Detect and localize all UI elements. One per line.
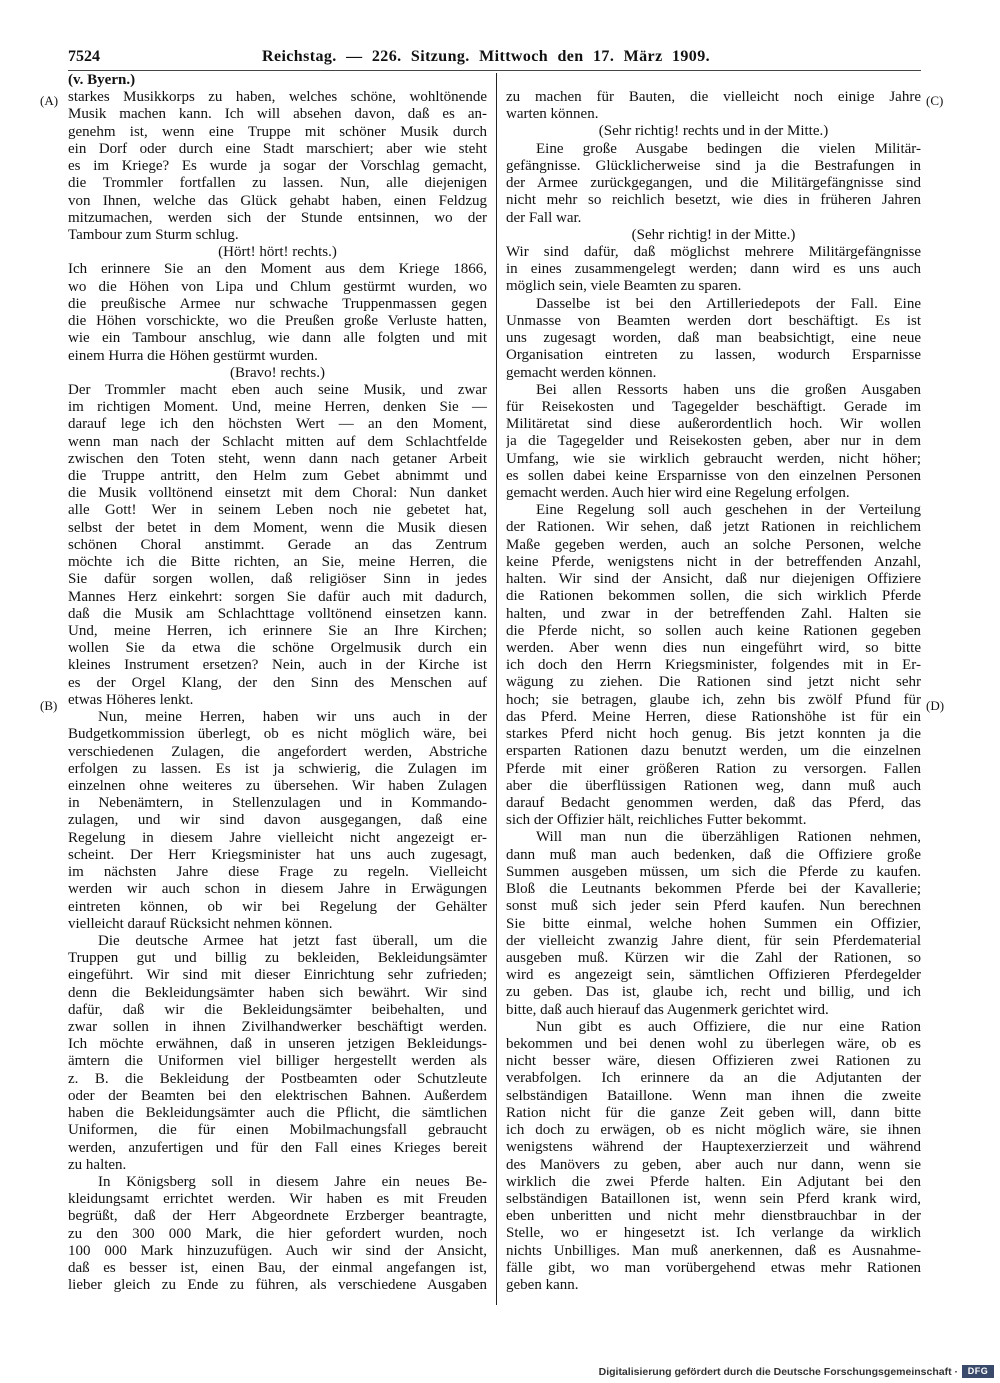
- text-line: ein Dorf oder durch eine Stadt marschiert; aber wie steht: [68, 140, 487, 157]
- text-line: haben die Bekleidungsämter auch die Pflicht, die sämtlichen: [68, 1105, 487, 1122]
- text-line: nichts Unbilliges. Man muß anerkennen, daß es Ausnahme-: [506, 1242, 921, 1259]
- paragraph: [506, 382, 921, 503]
- text-line: Organisation eintreten zu lassen, wodurch Ersparnisse: [506, 347, 921, 364]
- text-line: einzelnen ohne weiteres zu übersehen. Wir haben Zulagen: [68, 777, 487, 794]
- text-line: Wir sind dafür, daß möglichst mehrere Militärgefängnisse: [506, 243, 921, 260]
- text-line: nicht mehr so reichlich besetzt, wie dies in früheren Jahren: [506, 192, 921, 209]
- text-line: Tambour zum Sturm schlug.: [68, 226, 239, 243]
- text-line: Nun gibt es auch Offiziere, die nur eine Ration: [536, 1018, 921, 1035]
- text-line: es der Orgel Klang, der den Sinn des Menschen auf: [68, 674, 487, 691]
- text-line: vielleicht darauf Rücksicht nehmen können.: [68, 915, 333, 932]
- text-line: starkes Musikkorps zu haben, welches schöne, wohltönende: [68, 89, 487, 106]
- paragraph: [506, 141, 921, 227]
- text-line: Unmasse von Beamten werden dort beschäftigt. Es ist: [506, 312, 921, 329]
- margin-marker-b: (B): [40, 698, 58, 713]
- text-line: die Musik volltönend einsetzt mit dem Choral: Nun danket: [68, 485, 487, 502]
- text-line: Budgetkommission überlegt, ob es nicht möglich wäre, bei: [68, 726, 487, 743]
- text-line: zwar sollen in ihnen Zivilhandwerker beschäftigt werden.: [68, 1019, 487, 1036]
- text-line: etwas Höheres lenkt.: [68, 691, 194, 708]
- text-line: wägung zu ziehen. Die Rationen sind jetzt nicht sehr: [506, 674, 921, 691]
- text-line: zu halten.: [68, 1156, 127, 1173]
- text-line: ausgeben muß. Kürzen wir die Zahl der Rationen, so: [506, 949, 921, 966]
- page-number: 7524: [68, 48, 100, 65]
- text-line: wirklich die zwei Pferde halten. Ein Adjutant bei den: [506, 1173, 921, 1190]
- text-line: Truppen gut und billig zu bekleiden, Bekleidungsämter: [68, 950, 487, 967]
- left-column: [68, 72, 487, 1295]
- text-line: in eines zusammengelegt werden; dann wird es uns auch: [506, 261, 921, 278]
- text-line: gefängnisse. Glücklicherweise sind ja die Bestrafungen in: [506, 157, 921, 174]
- text-line: die Höhen vorschickte, wo die Preußen große Verluste hatten,: [68, 313, 487, 330]
- text-line: starkes Pferd nicht hoch genug. Bis jetzt konnten ja die: [506, 726, 921, 743]
- text-line: genehm ist, wenn eine Truppe mit schöner Musik durch: [68, 123, 487, 140]
- text-line: es im Kriege? Es wurde ja sogar der Vorschlag gemacht,: [68, 158, 487, 175]
- text-line: Uniformen, die für einen Mobilmachungsfall gebraucht: [68, 1122, 487, 1139]
- paragraph: [506, 502, 921, 829]
- text-line: sonst muß sich jeder sein Pferd kaufen. Nun berechnen: [506, 898, 921, 915]
- text-line: wollen Sie da etwa die schöne Orgelmusik durch ein: [68, 640, 487, 657]
- text-line: im richtigen Moment. Und, meine Herren, denken Sie —: [68, 399, 487, 416]
- text-line: der Armee zurückgegangen, und die Militärgefängnisse sind: [506, 175, 921, 192]
- text-line: kleidungsamt errichtet werden. Wir haben es mit Freuden: [68, 1191, 487, 1208]
- text-line: fälle gibt, wo man vorübergehend etwas mehr Rationen: [506, 1259, 921, 1276]
- text-line: zwischen den Toten steht, wenn dann nach getaner Arbeit: [68, 450, 487, 467]
- text-line: werden wir auch schon in diesem Jahre in Erwägungen: [68, 881, 487, 898]
- text-line: zulagen, und wir sind davon ausgegangen, daß eine: [68, 812, 487, 829]
- text-line: gemacht werden. Auch hier wird eine Regelung erfolgen.: [506, 485, 850, 502]
- text-line: selbst der betet in dem Moment, wenn die Musik diesen: [68, 519, 487, 536]
- text-line: oder der Beamten bei den elektrischen Bahnen. Außerdem: [68, 1087, 487, 1104]
- text-line: geben kann.: [506, 1277, 579, 1294]
- text-line: der vielleicht zwanzig Jahre dient, für sein Pferdematerial: [506, 932, 921, 949]
- text-line: wird es angezeigt sein, sämtlichen Offizieren Pferdegelder: [506, 967, 921, 984]
- text-line: der Rationen. Wir sehen, daß jetzt Rationen in reichlichem: [506, 519, 921, 536]
- text-line: gemacht werden können.: [506, 364, 657, 381]
- text-line: Pferde mit einer größeren Ration zu versorgen. Fallen: [506, 760, 921, 777]
- margin-marker-c: (C): [926, 93, 944, 108]
- interjection: (Hört! hört! rechts.): [218, 244, 337, 261]
- text-line: die Rationen bekommen sollen, die sich wirklich Pferde: [506, 588, 921, 605]
- margin-marker-a: (A): [40, 93, 59, 108]
- text-line: Der Trommler macht eben auch seine Musik, und zwar: [68, 381, 487, 398]
- text-line: zu den 300 000 Mark, die hier gefordert wurden, noch: [68, 1225, 487, 1242]
- text-line: halten. Wir sind der Ansicht, daß nur diejenigen Offiziere: [506, 571, 921, 588]
- text-line: darauf lege ich den höchsten Wert — an den Moment,: [68, 416, 487, 433]
- text-line: eintreten können, ob wir bei Regelung der Gehälter: [68, 898, 487, 915]
- text-line: uns zugesagt worden, daß man beabsichtigt, eine neue: [506, 330, 921, 347]
- text-line: wenigstens während der Hauptexerzierzeit und während: [506, 1139, 921, 1156]
- text-line: eben unberitten und nicht mehr dienstbrauchbar in der: [506, 1208, 921, 1225]
- text-line: die Truppe antritt, den Helm zum Gebet abnimmt und: [68, 468, 487, 485]
- text-line: lieber gleich zu Ende zu führen, als verschiedene Ausgaben: [68, 1277, 487, 1294]
- text-line: für Reisekosten und Tagegelder beschäftigt. Gerade im: [506, 398, 921, 415]
- text-line: begrüßt, daß der Herr Abgeordnete Erzberger beantragte,: [68, 1208, 487, 1225]
- text-line: Umfang, wie sie wirklich gebraucht werden, nicht höher;: [506, 450, 921, 467]
- header-rule: [68, 70, 921, 71]
- text-line: Militäretat sind diese außerordentlich hoch. Wir wollen: [506, 416, 921, 433]
- text-line: Sie dafür sorgen wollen, daß religiöser Sinn in jedes: [68, 571, 487, 588]
- text-line: daß es besser ist, einen Bau, der einmal angefangen ist,: [68, 1260, 487, 1277]
- text-line: selbständigen Bataillone. Wenn man ihnen die zweite: [506, 1087, 921, 1104]
- text-line: keine Pferde, wenigstens nicht in der betreffenden Anzahl,: [506, 553, 921, 570]
- text-line: denn die Bekleidungsämter haben sich bewährt. Wir sind: [68, 984, 487, 1001]
- text-line: die Pferde nicht, so sollen auch keine Rationen gegeben: [506, 622, 921, 639]
- text-line: wo die Höhen von Lipa und Chlum gestürmt wurden, wo: [68, 278, 487, 295]
- text-line: erfolgen zu lassen. Es ist ja schwierig, die Zulagen im: [68, 760, 487, 777]
- paragraph: [506, 1019, 921, 1295]
- text-line: werden, anzufertigen und für den Fall eines Krieges bereit: [68, 1139, 487, 1156]
- text-line: Mannes Herz einkehrt: sorgen Sie dafür auch mit dadurch,: [68, 588, 487, 605]
- text-line: aber die überflüssigen Rationen weg, dann muß auch: [506, 777, 921, 794]
- text-line: Will man nun die überzähligen Rationen nehmen,: [536, 829, 921, 846]
- text-line: hoch; sie betragen, glaube ich, zehn bis zwölf Pfund für: [506, 691, 921, 708]
- text-line: alle Gott! Wer in seinem Leben noch nie gebetet hat,: [68, 502, 487, 519]
- text-line: von Ihnen, welche das Glück gehabt haben, einen Feldzug: [68, 192, 487, 209]
- paragraph: [506, 244, 921, 296]
- text-line: Bloß die Leutnants bekommen Pferde bei der Kavallerie;: [506, 881, 921, 898]
- text-line: nicht besser wäre, diesen Offizieren zwei Rationen zu: [506, 1053, 921, 1070]
- text-line: ämtern die Uniformen viel billiger hergestellt werden als: [68, 1053, 487, 1070]
- text-line: möglich sein, viele Beamten zu sparen.: [506, 278, 742, 295]
- text-line: zu machen für Bauten, die vielleicht noch einige Jahre: [506, 89, 921, 105]
- text-line: In Königsberg soll in diesem Jahre ein neues Be-: [98, 1174, 487, 1190]
- text-line: warten können.: [506, 106, 599, 123]
- text-line: die preußische Armee nur schwache Truppenmassen gegen: [68, 295, 487, 312]
- text-line: daß die Musik am Schlachttage volltönend einsetzen kann.: [68, 605, 487, 622]
- margin-marker-d: (D): [926, 698, 945, 713]
- text-line: Regelung in diesem Jahre vielleicht nicht angezeigt er-: [68, 829, 487, 846]
- text-line: der Fall war.: [506, 209, 582, 226]
- text-line: darauf Bedacht genommen werden, daß das Pferd, das: [506, 794, 921, 811]
- text-line: ich doch den Herrn Kriegsminister, folgendes mit in Er-: [506, 657, 921, 674]
- text-line: verschiedenen Zulagen, die angefordert werden, Abstriche: [68, 743, 487, 760]
- text-line: dafür, daß wir die Bekleidungsämter beibehalten, und: [68, 1001, 487, 1018]
- dfg-logo: DFG: [962, 1365, 994, 1378]
- text-line: Ich möchte erwähnen, daß in unseren jetzigen Bekleidungs-: [68, 1036, 487, 1053]
- text-line: Und, meine Herren, ich erinnere Sie an Ihre Kirchen;: [68, 623, 487, 639]
- paragraph: [506, 829, 921, 1018]
- text-line: selbständigen Bataillonen ist, wenn sein Pferd krank wird,: [506, 1191, 921, 1207]
- text-line: Musik machen kann. Ich will absehen davon, daß es an-: [68, 106, 487, 123]
- text-line: Ration nicht für die ganze Zeit geben will, dann bitte: [506, 1104, 921, 1121]
- text-line: Eine Regelung soll auch geschehen in der Verteilung: [536, 502, 921, 519]
- text-line: mitzumachen, werden sich der Stunde entsinnen, wo der: [68, 209, 487, 226]
- text-line: Ich erinnere Sie an den Moment aus dem Kriege 1866,: [68, 261, 487, 278]
- paragraph: [68, 382, 487, 709]
- text-line: Eine große Ausgabe bedingen die vielen Militär-: [536, 140, 921, 157]
- text-line: es sollen dabei keine Ersparnisse von den einzelnen Personen: [506, 467, 921, 484]
- paragraph: [68, 261, 487, 364]
- text-line: scheint. Der Herr Kriegsminister hat uns auch zugesagt,: [68, 846, 487, 863]
- text-line: ja die Tagegelder und Reisekosten geben, aber nur in dem: [506, 433, 921, 450]
- paragraph: [68, 709, 487, 933]
- text-line: halten, und zwar in der betreffenden Zahl. Halten sie: [506, 605, 921, 622]
- interjection: (Sehr richtig! in der Mitte.): [631, 226, 796, 243]
- text-line: wie ein Tambour anschlug, wie dann alle folgten und mit: [68, 330, 487, 347]
- text-line: Maße gegeben werden, auch an solche Personen, welche: [506, 536, 921, 553]
- text-line: schönen Choral anstimmt. Gerade an das Zentrum: [68, 536, 487, 553]
- text-line: Nun, meine Herren, haben wir uns auch in der: [98, 709, 487, 726]
- text-line: Bei allen Ressorts haben uns die großen Ausgaben: [536, 381, 921, 398]
- paragraph: [68, 1174, 487, 1295]
- text-line: Sie bitte einmal, welche hohen Summen ein Offizier,: [506, 915, 921, 932]
- text-line: das Pferd. Meine Herren, diese Rationshöhe ist für ein: [506, 708, 921, 725]
- paragraph: [506, 296, 921, 382]
- text-line: möchte ich die Bitte richten, an Sie, meine Herren, die: [68, 554, 487, 571]
- text-line: verabfolgen. Ich erinnere da an die Adjutanten der: [506, 1070, 921, 1087]
- paragraph: [68, 89, 487, 244]
- text-line: eingeführt. Wir sind mit dieser Einrichtung sehr zufrieden;: [68, 967, 487, 984]
- text-line: Die deutsche Armee hat jetzt fast überall, um die: [98, 932, 487, 949]
- text-line: in Nebenämtern, in Stellenzulagen und in Kommando-: [68, 795, 487, 812]
- text-line: Dasselbe ist bei den Artilleriedepots der Fall. Eine: [536, 295, 921, 312]
- text-line: sich der Offizier hält, reichliches Futter bekommt.: [506, 812, 807, 829]
- interjection: (Sehr richtig! rechts und in der Mitte.): [598, 123, 829, 140]
- digitization-credit: Digitalisierung gefördert durch die Deutsche Forschungsgemeinschaft ·: [598, 1366, 958, 1378]
- text-line: kleines Instrument ersetzen? Nein, auch in der Kirche ist: [68, 657, 487, 674]
- text-line: werden. Aber wenn dies nun eingeführt wird, so bitte: [506, 640, 921, 656]
- text-line: ich doch zu erwägen, ob es nicht möglich wäre, sie ihnen: [506, 1122, 921, 1139]
- text-line: bitte, daß auch hierauf das Augenmerk gerichtet wird.: [506, 1001, 829, 1018]
- text-line: z. B. die Bekleidung der Postbeamten oder Schutzleute: [68, 1070, 487, 1087]
- text-line: Stelle, wo er hingesetzt ist. Ich verlange da wirklich: [506, 1225, 921, 1242]
- text-line: die Trommler fortfallen zu lassen. Nun, alle diejenigen: [68, 175, 487, 192]
- text-line: im nächsten Jahre diese Frage zu regeln. Vielleicht: [68, 864, 487, 881]
- text-line: ersparten Rationen dazu benutzt werden, um die einzelnen: [506, 743, 921, 760]
- speaker-label: (v. Byern.): [68, 72, 136, 88]
- column-divider: [496, 73, 497, 1305]
- paragraph: [68, 933, 487, 1174]
- text-line: bekommen und bei denen wohl zu überlegen wäre, ob es: [506, 1036, 921, 1053]
- text-line: zu geben. Das ist, glaube ich, recht und billig, und ich: [506, 984, 921, 1001]
- text-line: dann muß man auch bedenken, daß die Offiziere große: [506, 846, 921, 863]
- running-head-title: Reichstag. — 226. Sitzung. Mittwoch den 17. März 1909.: [262, 48, 710, 65]
- text-line: 100 000 Mark hinzuzufügen. Auch wir sind der Ansicht,: [68, 1242, 487, 1259]
- paragraph: [506, 89, 921, 123]
- interjection: (Bravo! rechts.): [230, 364, 325, 381]
- text-line: Summen ausgeben müssen, um sich die Pferde zu kaufen.: [506, 863, 921, 880]
- text-line: des Manövers zu geben, aber auch nur dann, wenn sie: [506, 1156, 921, 1173]
- text-line: einem Hurra die Höhen gestürmt wurden.: [68, 347, 318, 364]
- right-column: [506, 89, 921, 1294]
- text-line: wenn man nach der Schlacht mitten auf dem Schlachtfelde: [68, 433, 487, 450]
